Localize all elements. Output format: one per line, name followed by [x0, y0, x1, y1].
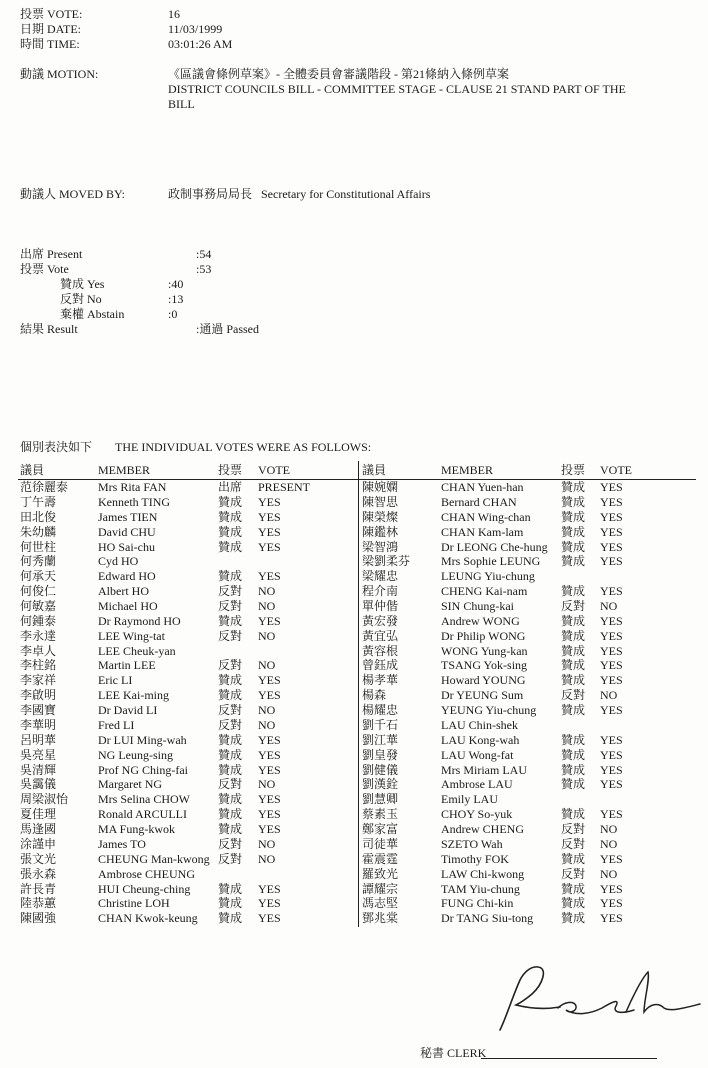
- member-name-en: LAU Chin-shek: [441, 717, 518, 732]
- vote-en: YES: [600, 643, 623, 658]
- vote-number-value: 16: [168, 7, 180, 21]
- member-name-cn: 陳智思: [362, 494, 399, 509]
- vote-en: NO: [600, 822, 618, 836]
- member-name-cn: 吳靄儀: [20, 777, 57, 792]
- vote-cn: 贊成: [218, 881, 243, 896]
- vote-en: YES: [258, 673, 281, 688]
- vote-cn: 贊成: [218, 792, 243, 807]
- member-name-en: TSANG Yok-sing: [441, 658, 528, 673]
- vote-cn: 反對: [218, 628, 243, 643]
- member-name-en: Mrs Rita FAN: [98, 480, 167, 494]
- member-name-cn: 丁午壽: [20, 494, 57, 509]
- member-name-cn: 陳鑑林: [362, 524, 399, 539]
- member-name-en: Howard YOUNG: [441, 673, 526, 688]
- vote-en: YES: [600, 584, 623, 599]
- vote-cn: 贊成: [218, 911, 243, 926]
- vote-cn: 贊成: [561, 881, 586, 896]
- member-name-en: Ambrose LAU: [441, 777, 513, 792]
- vote-cn: 贊成: [218, 807, 243, 822]
- member-name-en: Andrew WONG: [441, 613, 520, 628]
- member-name-cn: 單仲偕: [362, 599, 399, 613]
- member-name-cn: 劉江華: [362, 732, 399, 747]
- member-name-en: Prof NG Ching-fai: [98, 762, 188, 777]
- member-name-cn: 馮志堅: [362, 896, 399, 911]
- result-label: 結果 Result: [20, 322, 78, 336]
- vote-en: YES: [600, 539, 623, 554]
- vote-en: YES: [600, 851, 623, 866]
- member-name-cn: 吳亮星: [20, 747, 57, 762]
- member-name-en: Christine LOH: [98, 896, 170, 911]
- vote-cn: 反對: [561, 688, 586, 703]
- member-name-en: Edward HO: [98, 569, 156, 584]
- motion-text: [168, 67, 626, 112]
- vote-cn: 贊成: [561, 732, 586, 747]
- vote-count-value: :53: [196, 262, 212, 276]
- member-name-cn: 梁劉柔芬: [362, 554, 411, 569]
- vote-cn: 贊成: [561, 613, 586, 628]
- member-name-en: CHAN Kam-lam: [441, 524, 524, 539]
- vote-cn: 贊成: [561, 554, 586, 569]
- vote-number-label: 投票 VOTE:: [20, 7, 83, 21]
- member-name-cn: 劉漢銓: [362, 777, 399, 792]
- member-name-cn: 田北俊: [20, 509, 57, 524]
- vote-en: YES: [600, 777, 623, 792]
- member-name-cn: 何俊仁: [20, 584, 57, 599]
- member-name-en: Timothy FOK: [441, 851, 509, 866]
- vote-cn: 反對: [218, 777, 243, 792]
- vote-en: YES: [600, 911, 623, 926]
- vote-en: YES: [258, 792, 281, 807]
- vote-en: YES: [600, 613, 623, 628]
- vote-cn: 贊成: [218, 524, 243, 539]
- member-name-cn: 劉千石: [362, 717, 399, 732]
- member-name-en: Albert HO: [98, 584, 149, 599]
- member-name-cn: 劉皇發: [362, 747, 399, 762]
- member-name-cn: 陳國強: [20, 911, 57, 926]
- member-name-en: Fred LI: [98, 717, 135, 732]
- member-name-en: James TO: [98, 836, 146, 851]
- vote-en: YES: [258, 509, 281, 524]
- vote-cn: 贊成: [561, 851, 586, 866]
- vote-cn: 贊成: [561, 673, 586, 688]
- member-name-cn: 曾鈺成: [362, 658, 399, 673]
- member-name-cn: 李國寶: [20, 703, 57, 717]
- member-name-cn: 霍震霆: [362, 851, 399, 866]
- vote-cn: 贊成: [561, 762, 586, 777]
- member-name-cn: 黃宜弘: [362, 628, 399, 643]
- vote-en: YES: [600, 881, 623, 896]
- col-header-vote-cn: 投票: [218, 463, 243, 477]
- member-name-cn: 楊森: [362, 688, 387, 703]
- vote-en: YES: [600, 524, 623, 539]
- col-header-vote-cn-right: 投票: [561, 463, 586, 477]
- vote-en: YES: [600, 732, 623, 747]
- vote-en: NO: [600, 866, 618, 881]
- member-name-en: Dr YEUNG Sum: [441, 688, 524, 703]
- vote-en: YES: [258, 732, 281, 747]
- vote-cn: 贊成: [561, 658, 586, 673]
- col-header-member-en: MEMBER: [98, 463, 151, 477]
- vote-en: YES: [600, 509, 623, 524]
- no-label: 反對 No: [60, 292, 102, 306]
- vote-en: YES: [600, 762, 623, 777]
- vote-cn: 贊成: [218, 822, 243, 836]
- time-label: 時間 TIME:: [20, 37, 80, 51]
- vote-cn: 贊成: [561, 628, 586, 643]
- vote-cn: 反對: [218, 717, 243, 732]
- vote-en: PRESENT: [258, 480, 311, 494]
- vote-en: YES: [258, 911, 281, 926]
- member-name-en: Dr Raymond HO: [98, 613, 181, 628]
- member-name-en: Martin LEE: [98, 658, 156, 673]
- vote-en: NO: [258, 584, 276, 599]
- vote-cn: 贊成: [561, 494, 586, 509]
- member-name-en: Mrs Selina CHOW: [98, 792, 190, 807]
- member-name-cn: 馬逢國: [20, 822, 57, 836]
- vote-cn: 反對: [218, 658, 243, 673]
- member-name-en: Mrs Miriam LAU: [441, 762, 527, 777]
- no-value: :13: [168, 292, 184, 306]
- vote-cn: 贊成: [561, 643, 586, 658]
- member-name-en: James TIEN: [98, 509, 158, 524]
- member-name-en: CHAN Yuen-han: [441, 480, 524, 494]
- member-name-en: David CHU: [98, 524, 156, 539]
- vote-cn: 贊成: [561, 747, 586, 762]
- member-name-en: Mrs Sophie LEUNG: [441, 554, 541, 569]
- vote-en: YES: [600, 747, 623, 762]
- vote-cn: 反對: [561, 599, 586, 613]
- member-name-en: Ronald ARCULLI: [98, 807, 187, 822]
- vote-cn: 反對: [218, 584, 243, 599]
- vote-cn: 贊成: [218, 539, 243, 554]
- vote-en: NO: [258, 599, 276, 613]
- vote-en: YES: [258, 539, 281, 554]
- member-name-cn: 李卓人: [20, 643, 57, 658]
- vote-en: NO: [258, 777, 276, 792]
- member-name-en: LAU Kong-wah: [441, 732, 520, 747]
- member-name-cn: 許長青: [20, 881, 57, 896]
- member-name-cn: 陸恭蕙: [20, 896, 57, 911]
- member-name-cn: 程介南: [362, 584, 399, 599]
- vote-cn: 反對: [218, 836, 243, 851]
- member-name-en: Dr LEONG Che-hung: [441, 539, 548, 554]
- col-header-member-cn-right: 議員: [362, 463, 387, 477]
- member-name-cn: 楊耀忠: [362, 703, 399, 717]
- time-value: 03:01:26 AM: [168, 37, 233, 51]
- member-name-cn: 黃宏發: [362, 613, 399, 628]
- vote-en: YES: [600, 658, 623, 673]
- member-name-cn: 夏佳理: [20, 807, 57, 822]
- member-name-cn: 李柱銘: [20, 658, 57, 673]
- vote-en: YES: [600, 480, 623, 494]
- member-name-cn: 陳榮燦: [362, 509, 399, 524]
- vote-en: YES: [600, 673, 623, 688]
- member-name-en: CHEUNG Man-kwong: [98, 851, 210, 866]
- vote-en: YES: [258, 569, 281, 584]
- vote-cn: 贊成: [218, 569, 243, 584]
- member-name-cn: 呂明華: [20, 732, 57, 747]
- vote-en: NO: [258, 628, 276, 643]
- member-name-en: HUI Cheung-ching: [98, 881, 191, 896]
- member-name-cn: 劉健儀: [362, 762, 399, 777]
- member-name-en: LEE Wing-tat: [98, 628, 165, 643]
- present-value: :54: [196, 247, 212, 261]
- clerk-signature: [498, 958, 703, 1038]
- member-name-cn: 梁智鴻: [362, 539, 399, 554]
- vote-cn: 贊成: [561, 539, 586, 554]
- vote-cn: 出席: [218, 480, 243, 494]
- vote-cn: 贊成: [218, 732, 243, 747]
- date-label: 日期 DATE:: [20, 22, 81, 36]
- member-name-cn: 譚耀宗: [362, 881, 399, 896]
- col-header-member-en-right: MEMBER: [441, 463, 494, 477]
- vote-cn: 反對: [218, 599, 243, 613]
- vote-en: YES: [258, 494, 281, 509]
- member-name-en: Dr Philip WONG: [441, 628, 526, 643]
- member-name-en: Margaret NG: [98, 777, 163, 792]
- vote-cn: 反對: [561, 866, 586, 881]
- member-name-cn: 何承天: [20, 569, 57, 584]
- vote-en: YES: [258, 613, 281, 628]
- vote-cn: 贊成: [561, 584, 586, 599]
- member-name-en: LAU Wong-fat: [441, 747, 514, 762]
- motion-line-cn: 《區議會條例草案》- 全體委員會審議階段 - 第21條納入條例草案: [168, 67, 509, 81]
- vote-en: NO: [600, 836, 618, 851]
- member-name-en: LEE Kai-ming: [98, 688, 169, 703]
- votes-table-header: [0, 463, 708, 478]
- member-name-cn: 朱幼麟: [20, 524, 57, 539]
- vote-en: YES: [600, 494, 623, 509]
- member-name-en: YEUNG Yiu-chung: [441, 703, 537, 717]
- member-name-cn: 黃容根: [362, 643, 399, 658]
- clerk-signature-line: [481, 1058, 657, 1059]
- member-name-en: LEE Cheuk-yan: [98, 643, 176, 658]
- vote-en: NO: [258, 836, 276, 851]
- moved-by-label: 動議人 MOVED BY:: [20, 187, 125, 201]
- member-name-en: MA Fung-kwok: [98, 822, 176, 836]
- member-name-en: Kenneth TING: [98, 494, 171, 509]
- vote-cn: 贊成: [561, 911, 586, 926]
- motion-line-en: DISTRICT COUNCILS BILL - COMMITTEE STAGE - CLAUSE 21 STAND PART OF THE: [168, 82, 626, 96]
- vote-en: YES: [258, 807, 281, 822]
- vote-cn: 反對: [561, 822, 586, 836]
- result-value: :通過 Passed: [196, 322, 260, 336]
- member-name-cn: 吳清輝: [20, 762, 57, 777]
- member-name-en: Bernard CHAN: [441, 494, 517, 509]
- vote-en: YES: [258, 762, 281, 777]
- vote-cn: 贊成: [218, 613, 243, 628]
- member-name-en: CHOY So-yuk: [441, 807, 513, 822]
- vote-en: NO: [258, 658, 276, 673]
- member-name-en: Dr TANG Siu-tong: [441, 911, 534, 926]
- vote-cn: 贊成: [218, 673, 243, 688]
- vote-cn: 贊成: [218, 747, 243, 762]
- table-column-divider: [358, 461, 359, 927]
- member-name-en: Ambrose CHEUNG: [98, 866, 195, 881]
- member-name-cn: 李永達: [20, 628, 57, 643]
- vote-en: YES: [258, 688, 281, 703]
- member-name-en: HO Sai-chu: [98, 539, 155, 554]
- member-name-cn: 涂謹申: [20, 836, 57, 851]
- abstain-value: :0: [168, 307, 178, 321]
- vote-cn: 反對: [561, 836, 586, 851]
- member-name-en: CHAN Kwok-keung: [98, 911, 198, 926]
- member-name-cn: 李家祥: [20, 673, 57, 688]
- vote-en: YES: [600, 628, 623, 643]
- vote-en: NO: [258, 717, 276, 732]
- member-name-en: CHENG Kai-nam: [441, 584, 528, 599]
- member-name-cn: 陳婉嫻: [362, 480, 399, 494]
- member-name-cn: 鄭家富: [362, 822, 399, 836]
- member-name-en: Eric LI: [98, 673, 133, 688]
- member-name-cn: 周梁淑怡: [20, 792, 69, 807]
- vote-en: YES: [258, 822, 281, 836]
- member-name-en: Emily LAU: [441, 792, 498, 807]
- present-label: 出席 Present: [20, 247, 83, 261]
- motion-label: 動議 MOTION:: [20, 67, 99, 81]
- member-name-cn: 梁耀忠: [362, 569, 399, 584]
- vote-cn: 贊成: [218, 896, 243, 911]
- member-name-cn: 李華明: [20, 717, 57, 732]
- vote-cn: 贊成: [561, 807, 586, 822]
- member-name-cn: 何敏嘉: [20, 599, 57, 613]
- vote-cn: 反對: [218, 703, 243, 717]
- member-name-cn: 劉慧卿: [362, 792, 399, 807]
- vote-en: YES: [600, 554, 623, 569]
- vote-cn: 贊成: [561, 480, 586, 494]
- member-name-en: Andrew CHENG: [441, 822, 524, 836]
- vote-cn: 贊成: [561, 777, 586, 792]
- member-name-en: LAW Chi-kwong: [441, 866, 525, 881]
- vote-en: YES: [600, 896, 623, 911]
- vote-en: NO: [258, 703, 276, 717]
- member-name-en: Dr LUI Ming-wah: [98, 732, 187, 747]
- member-name-cn: 何世柱: [20, 539, 57, 554]
- vote-count-label: 投票 Vote: [20, 262, 69, 276]
- member-name-en: TAM Yiu-chung: [441, 881, 520, 896]
- vote-en: YES: [258, 747, 281, 762]
- vote-en: YES: [258, 524, 281, 539]
- vote-cn: 贊成: [561, 703, 586, 717]
- member-name-cn: 張永森: [20, 866, 57, 881]
- member-name-en: LEUNG Yiu-chung: [441, 569, 535, 584]
- member-name-cn: 張文光: [20, 851, 57, 866]
- vote-cn: 贊成: [561, 509, 586, 524]
- member-name-cn: 羅致光: [362, 866, 399, 881]
- moved-by-value: 政制事務局局長 Secretary for Constitutional Affairs: [168, 187, 431, 201]
- member-name-en: SZETO Wah: [441, 836, 503, 851]
- yes-label: 贊成 Yes: [60, 277, 105, 291]
- vote-en: YES: [600, 703, 623, 717]
- vote-en: YES: [258, 896, 281, 911]
- member-name-en: FUNG Chi-kin: [441, 896, 514, 911]
- member-name-cn: 鄧兆棠: [362, 911, 399, 926]
- vote-en: NO: [600, 688, 618, 703]
- vote-en: NO: [258, 851, 276, 866]
- yes-value: :40: [168, 277, 184, 291]
- member-name-cn: 何鍾泰: [20, 613, 57, 628]
- col-header-vote-en-right: VOTE: [600, 463, 632, 477]
- member-name-en: Michael HO: [98, 599, 158, 613]
- member-name-en: Dr David LI: [98, 703, 158, 717]
- vote-en: YES: [600, 807, 623, 822]
- vote-cn: 贊成: [561, 524, 586, 539]
- member-name-cn: 楊孝華: [362, 673, 399, 688]
- clerk-label: 秘書 CLERK: [420, 1046, 487, 1060]
- member-name-en: NG Leung-sing: [98, 747, 173, 762]
- vote-en: YES: [258, 881, 281, 896]
- vote-en: NO: [600, 599, 618, 613]
- member-name-cn: 范徐麗泰: [20, 480, 69, 494]
- individual-votes-heading-cn: 個別表決如下: [20, 440, 93, 454]
- member-name-cn: 司徒華: [362, 836, 399, 851]
- vote-cn: 反對: [218, 851, 243, 866]
- individual-votes-heading-en: THE INDIVIDUAL VOTES WERE AS FOLLOWS:: [115, 440, 372, 454]
- vote-cn: 贊成: [218, 688, 243, 703]
- member-name-en: WONG Yung-kan: [441, 643, 528, 658]
- vote-cn: 贊成: [561, 896, 586, 911]
- motion-line-en-cont: BILL: [168, 97, 195, 111]
- col-header-member-cn: 議員: [20, 463, 45, 477]
- vote-cn: 贊成: [218, 762, 243, 777]
- member-name-cn: 何秀蘭: [20, 554, 57, 569]
- vote-cn: 贊成: [218, 494, 243, 509]
- member-name-cn: 李啟明: [20, 688, 57, 703]
- member-name-en: SIN Chung-kai: [441, 599, 514, 613]
- member-name-cn: 蔡素玉: [362, 807, 399, 822]
- col-header-vote-en: VOTE: [258, 463, 290, 477]
- abstain-label: 棄權 Abstain: [60, 307, 125, 321]
- date-value: 11/03/1999: [168, 22, 223, 36]
- vote-cn: 贊成: [218, 509, 243, 524]
- member-name-en: Cyd HO: [98, 554, 139, 569]
- member-name-en: CHAN Wing-chan: [441, 509, 531, 524]
